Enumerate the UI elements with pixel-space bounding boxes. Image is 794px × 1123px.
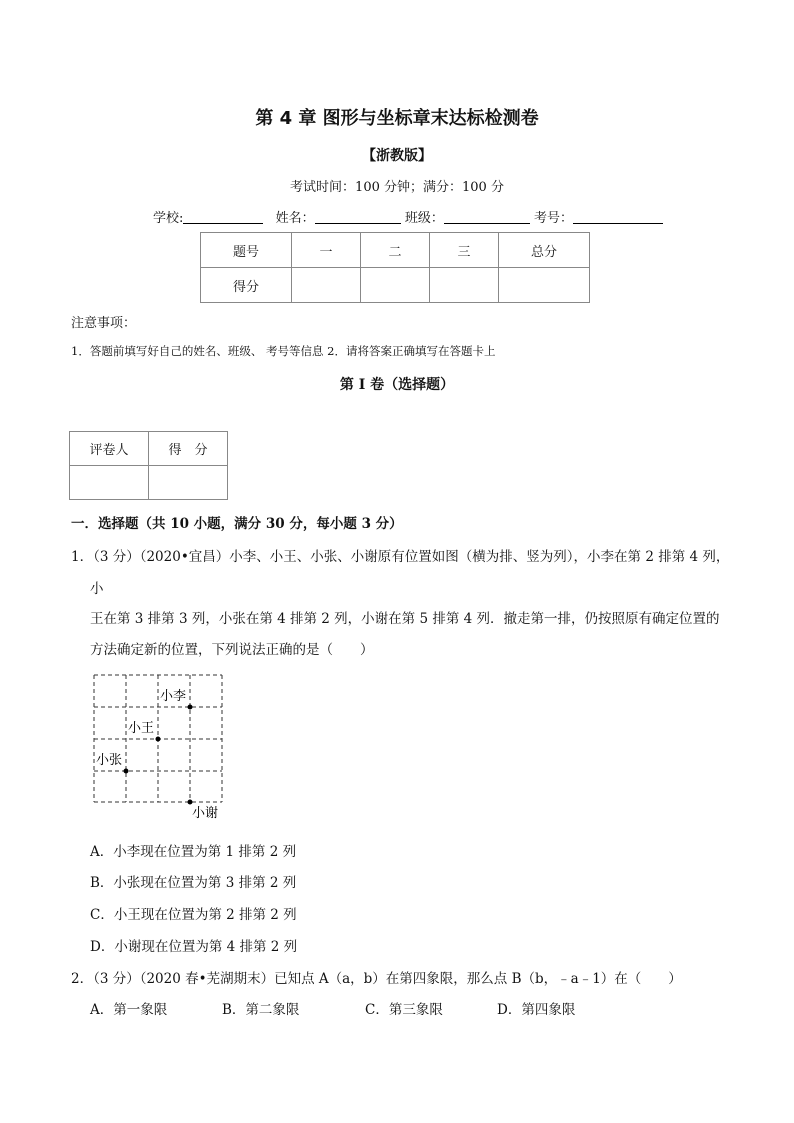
grader-label: 评卷人 bbox=[70, 432, 149, 466]
label-xiaoxie: 小谢 bbox=[192, 806, 219, 821]
point-xiaowang bbox=[156, 737, 161, 742]
notice-text: 1．答题前填写好自己的姓名、班级、 考号等信息 2．请将答案正确填写在答题卡上 bbox=[71, 344, 496, 358]
grader-score-label: 得 分 bbox=[149, 432, 228, 466]
name-blank[interactable] bbox=[315, 209, 401, 224]
grader-score-cell[interactable] bbox=[149, 466, 228, 500]
question-1-option-c[interactable]: C．小王现在位置为第 2 排第 2 列 bbox=[90, 907, 297, 923]
exam-time-info: 考试时间：100 分钟；满分：100 分 bbox=[290, 180, 504, 195]
notice-title: 注意事项： bbox=[71, 316, 137, 331]
label-xiaozhang: 小张 bbox=[96, 753, 123, 768]
question-2-option-d[interactable]: D．第四象限 bbox=[497, 1002, 576, 1018]
exam-no-label: 考号： bbox=[533, 211, 573, 226]
label-xiaowang: 小王 bbox=[128, 721, 155, 736]
class-blank[interactable] bbox=[444, 209, 530, 224]
score-cell[interactable] bbox=[499, 268, 590, 303]
question-2-option-c[interactable]: C．第三象限 bbox=[365, 1002, 443, 1018]
label-xiaoli: 小李 bbox=[160, 689, 187, 704]
score-header-cell: 二 bbox=[361, 233, 430, 268]
score-cell[interactable] bbox=[292, 268, 361, 303]
name-label: 姓名： bbox=[275, 211, 315, 226]
seating-grid-figure bbox=[88, 670, 233, 822]
score-cell[interactable] bbox=[361, 268, 430, 303]
question-1-line: 小 bbox=[90, 581, 104, 597]
section-title: 第 I 卷（选择题） bbox=[339, 377, 455, 393]
class-label: 班级： bbox=[404, 211, 444, 226]
point-xiaozhang bbox=[124, 769, 129, 774]
grader-cell[interactable] bbox=[70, 466, 149, 500]
edition-label: 【浙教版】 bbox=[362, 148, 432, 164]
grader-entry-row bbox=[70, 466, 228, 500]
question-1-line: 王在第 3 排第 3 列，小张在第 4 排第 2 列，小谢在第 5 排第 4 列．撤走第一排，仍按照原有确定位置的 bbox=[90, 611, 720, 627]
student-info-line bbox=[153, 207, 663, 226]
page-title: 第 4 章 图形与坐标章末达标检测卷 bbox=[255, 108, 539, 129]
score-cell[interactable] bbox=[430, 268, 499, 303]
question-1-line: 1．（3 分）（2020•宜昌）小李、小王、小张、小谢原有位置如图（横为排、竖为列），小李在第 2 排第 4 列， bbox=[71, 549, 730, 565]
point-xiaoxie bbox=[188, 800, 193, 805]
score-row-label: 得分 bbox=[201, 268, 292, 303]
grader-header-row bbox=[70, 432, 228, 466]
school-blank[interactable] bbox=[183, 209, 263, 224]
grader-table bbox=[69, 431, 228, 500]
question-1-option-a[interactable]: A．小李现在位置为第 1 排第 2 列 bbox=[90, 844, 297, 860]
question-2-option-a[interactable]: A．第一象限 bbox=[90, 1002, 168, 1018]
question-1-option-d[interactable]: D．小谢现在位置为第 4 排第 2 列 bbox=[90, 939, 298, 955]
part-one-heading: 一．选择题（共 10 小题，满分 30 分，每小题 3 分） bbox=[71, 516, 403, 532]
score-header-cell: 三 bbox=[430, 233, 499, 268]
question-1-line: 方法确定新的位置，下列说法正确的是（ ） bbox=[90, 642, 374, 658]
score-header-cell: 一 bbox=[292, 233, 361, 268]
exam-no-blank[interactable] bbox=[573, 209, 663, 224]
score-header-cell: 总分 bbox=[499, 233, 590, 268]
question-2-option-b[interactable]: B．第二象限 bbox=[222, 1002, 300, 1018]
question-2-line: 2．（3 分）（2020 春•芜湖期末）已知点 A（a，b）在第四象限，那么点 B（b，﹣a﹣1）在（ ） bbox=[71, 971, 682, 987]
score-table-score-row bbox=[201, 268, 590, 303]
school-label: 学校: bbox=[153, 211, 184, 226]
score-table-header-row bbox=[201, 233, 590, 268]
question-1-option-b[interactable]: B．小张现在位置为第 3 排第 2 列 bbox=[90, 875, 297, 891]
point-xiaoli bbox=[188, 705, 193, 710]
score-table bbox=[200, 232, 590, 303]
score-header-cell: 题号 bbox=[201, 233, 292, 268]
